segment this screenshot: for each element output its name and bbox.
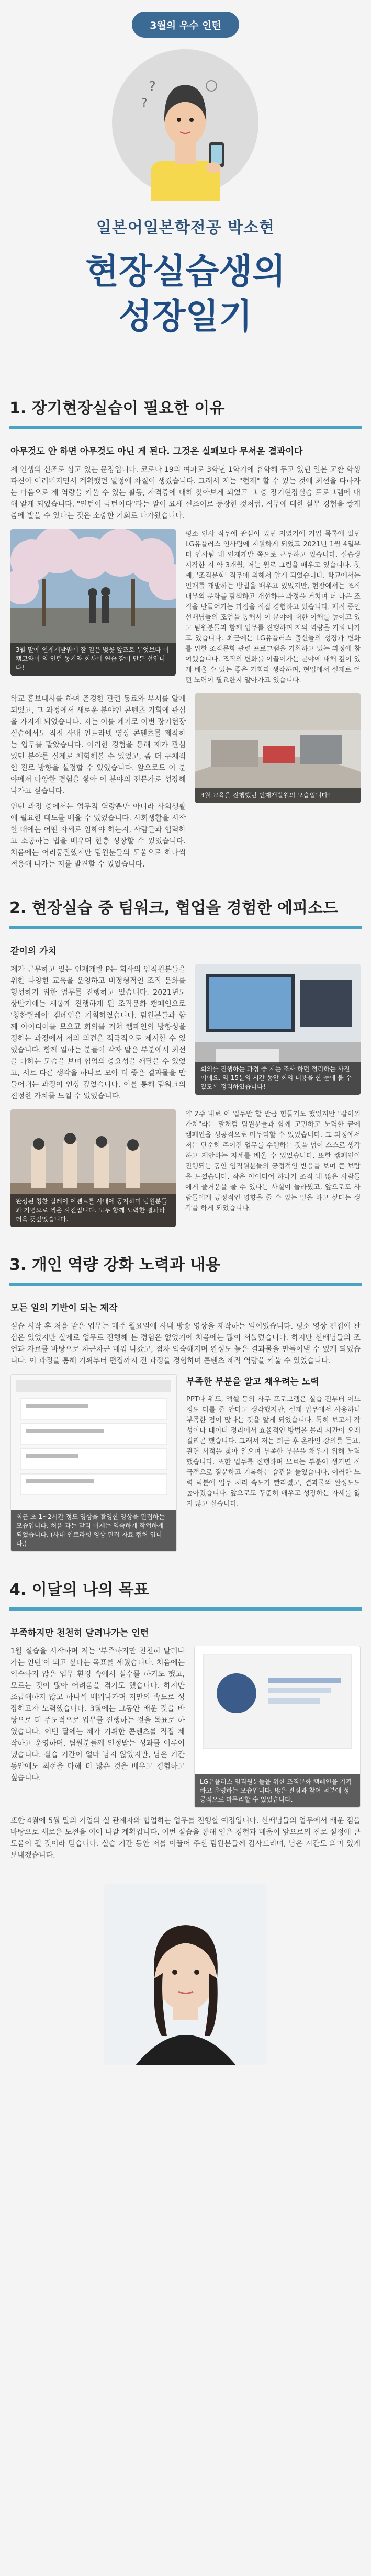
section4-subhead: 부족하지만 천천히 달려나가는 인턴	[10, 1628, 149, 1638]
section1-lead: 아무것도 안 하면 아무것도 아닌 게 된다. 그것은 실패보다 무서운 결과이다	[10, 446, 303, 457]
section2-para1: 제가 근무하고 있는 인재개발 P는 회사의 임직원분들을 위한 다양한 교육을 운영하고 비정형적인 조직 문화를 형성하기 위한 업무를 진행하고 있습니다. 2021년도 상반기에는 새롭게 진행하게 된 조직문화 캠페인으로 '칭찬릴레이' 캠페인을 기획하였습니다. 팀원분들과 함께 아이디어를 모으고 회의를 거쳐 캠페인의 방향성을 정하는 과정에서 저의 의견을 적극적으로 제시할 수 있었습니다. 함께 일하는 분들이 각자 맡은 부분에서 최선을 다하는 모습을 보며 협업의 중요성을 깨달을 수 있었고, 서로 다른 생각을 하나로 모아 더 좋은 결과물을 만들어내는 과정이 인상 깊었습니다. 이를 통해 팀워크의 진정한 가치를 느낄 수 있었습니다.	[10, 965, 186, 1100]
section4-content	[0, 1611, 371, 1866]
section2-content	[0, 929, 371, 1232]
svg-text:?: ?	[141, 97, 148, 110]
section3-header	[0, 1244, 371, 1283]
section3-subhead1: 모든 일의 기반이 되는 제작	[10, 1303, 118, 1313]
section4-title: 4. 이달의 나의 목표	[9, 1581, 149, 1599]
hero	[0, 0, 371, 387]
intern-illustration	[107, 44, 264, 201]
section2-header	[0, 887, 371, 926]
training-center-caption: 3월 교육을 진행했던 인재개발원의 모습입니다!	[195, 788, 361, 803]
office-desk-caption: 회의를 진행하는 과정 중 저는 조사 하던 정리하는 사진이에요. 약 15분의 시간 동안 회의 내용을 한 눈에 볼 수 있도록 정리하였습니다!	[195, 1062, 361, 1095]
profile-photo	[104, 1884, 267, 2065]
section3-title: 3. 개인 역량 강화 노력과 내용	[9, 1256, 221, 1274]
section1-header	[0, 387, 371, 426]
section3-para1: 실습 시작 후 처음 맡은 업무는 매주 월요일에 사내 방송 영상을 제작하는 일이었습니다. 평소 영상 편집에 관심은 있었지만 실제로 업무로 진행해 본 경험은 없었기에 처음에는 많이 서툴렀습니다. 하지만 선배님들의 조언과 자료를 바탕으로 차근차근 배워 나갔고, 점차 익숙해지며 완성도 높은 결과물을 만들어낼 수 있게 되었습니다. 이 과정을 통해 기획부터 편집까지 전 과정을 경험하며 콘텐츠 제작 역량을 키울 수 있었습니다.	[10, 1322, 361, 1365]
training-center-photo	[195, 693, 361, 803]
cherry-blossom-photo	[10, 529, 176, 676]
section1-para3: 학교 홍보대사를 하며 존경한 관련 동료와 부서를 알게 되었고, 그 과정에서 새로운 분야인 콘텐츠 기획에 관심을 가지게 되었습니다. 저는 이를 계기로 이번 장기현장실습에서도 직접 사내 인트라넷 영상 콘텐츠를 제작하는 업무를 맡았습니다. 이러한 경험을 통해 제가 관심 있던 분야를 실제로 체험해볼 수 있었고, 좀 더 구체적인 진로 방향을 설정할 수 있었습니다. 앞으로도 이 분야에서 다양한 경험을 쌓아 이 분야의 전문가로 성장해 나가고 싶습니다.	[10, 695, 186, 795]
editing-screenshot	[10, 1374, 177, 1552]
section3-subhead2: 부족한 부분을 알고 채우려는 노력	[186, 1377, 319, 1387]
editing-caption: 최근 초 1~2시간 정도 영상을 촬영한 영상을 편집하는 모습입니다. 처음 과는 달리 이제는 익숙하게 작업하게 되었습니다. (사내 인트라넷 영상 편집 자료 캡처 입니다.)	[11, 1510, 176, 1551]
section1-para1: 제 인생의 신조로 삼고 있는 문장입니다. 코로나 19의 여파로 3학년 1학기에 휴학해 두고 있던 일본 교환 학생 파견이 어려워지면서 계획했던 일정에 차질이 생겼습니다. 그래서 저는 "현재" 할 수 있는 것에 최선을 다하자는 마음으로 제 역량을 키울 수 있는 활동, 자격증에 대해 찾아보게 되었고 그 중 장기현장실습 프로그램에 대해 알게 되었습니다. "인턴이 금턴이다"라는 말이 요새 신조어로 등장한 것처럼, 직무에 대한 실무 경험을 쌓게 줌에 발을 수 있다는 것은 소중한 기회로 다가왔습니다.	[10, 466, 361, 520]
profile-section	[0, 1866, 371, 2086]
campaign-caption: LG유플러스 임직원분들을 위한 조직문화 캠페인을 기획하고 운영하는 모습입니다. 많은 관심과 참여 덕분에 성공적으로 마무리할 수 있었습니다.	[195, 1774, 360, 1807]
section4-para1: 1월 실습을 시작하며 저는 '부족하지만 천천히 달려나가는 인턴'이 되고 싶다는 목표를 세웠습니다. 처음에는 익숙하지 않은 업무 환경 속에서 실수를 하기도 했고, 모르는 것이 많아 어려움을 겪기도 했습니다. 하지만 조급해하지 않고 하나씩 배워나가며 저만의 속도로 성장하고자 노력했습니다. 3월에는 그동안 배운 것을 바탕으로 더 주도적으로 업무를 진행하는 것을 목표로 하였습니다. 이번 달에는 제가 기획한 콘텐츠를 직접 제작하고 운영하며, 팀원분들께 인정받는 성과를 이루어냈습니다. 실습 기간이 얼마 남지 않았지만, 남은 기간 동안에도 최선을 다해 더 많은 것을 배우고 경험하고 싶습니다.	[10, 1647, 185, 1782]
section1-para4: 인턴 과정 중에서는 업무적 역량뿐만 아니라 사회생활에 필요한 태도를 배울 수 있었습니다. 사회생활을 시작할 때에는 어떤 자세로 임해야 하는지, 사람들과 협력하고 소통하는 법을 배우며 한층 성장할 수 있었습니다. 처음에는 어리둥절했지만 팀원분들의 도움으로 하나씩 적응해 나가는 저를 발견할 수 있었습니다.	[10, 803, 186, 869]
campaign-photo	[194, 1646, 361, 1808]
section2-subhead: 같이의 가치	[10, 946, 57, 957]
section1-title: 1. 장기현장실습이 필요한 이유	[9, 399, 225, 418]
section3-para2: PPT나 워드, 엑셀 등의 사무 프로그램은 실습 전부터 어느 정도 다룰 줄 안다고 생각했지만, 실제 업무에서 사용하니 부족한 점이 많다는 것을 알게 되었습니다. 특히 보고서 작성이나 데이터 정리에서 효율적인 방법을 몰라 시간이 오래 걸리곤 했습니다. 그래서 저는 퇴근 후 온라인 강의를 듣고, 관련 서적을 찾아 읽으며 부족한 부분을 채우기 위해 노력했습니다. 또한 업무를 진행하며 모르는 부분이 생기면 적극적으로 질문하고 기록하는 습관을 들였습니다. 이러한 노력 덕분에 업무 처리 속도가 빨라졌고, 결과물의 완성도도 높아졌습니다. 앞으로도 꾸준히 배우고 성장하는 자세를 잃지 않고 싶습니다.	[186, 1396, 361, 1508]
section3-content	[0, 1286, 371, 1557]
hero-subtitle: 일본어일본학전공 박소현	[96, 219, 275, 237]
hero-title-line1: 현장실습생의	[85, 251, 286, 291]
section4-header	[0, 1569, 371, 1607]
profile-image	[104, 1884, 267, 2065]
section2-para2: 약 2주 내로 이 업무만 할 만큼 힘들기도 했었지만 "같이의 가치"라는 말처럼 팀원분들과 함께 고민하고 노력한 끝에 캠페인을 성공적으로 마무리할 수 있었습니다. 그 과정에서 저는 단순히 주어진 업무를 수행하는 것을 넘어 스스로 생각하고 제안하는 자세를 배울 수 있었습니다. 또한 캠페인이 진행되는 동안 임직원분들의 긍정적인 반응을 보며 큰 보람을 느꼈습니다. 작은 아이디어 하나가 조직 내 많은 사람들에게 즐거움을 줄 수 있다는 사실이 놀라웠고, 앞으로도 사람들에게 긍정적인 영향을 줄 수 있는 일을 하고 싶다는 생각을 하게 되었습니다.	[185, 1110, 361, 1212]
svg-text:?: ?	[149, 79, 156, 95]
section4-para2: 또한 4월에 5월 말의 기업의 실 관계자와 협업하는 업무를 진행할 예정입니다. 선배님들의 업무에서 배운 점을 바탕으로 새로운 도전을 이어 나갈 계획입니다. 이번 실습을 통해 얻은 경험과 배움이 앞으로의 진로 설정에 큰 도움이 될 것이라 믿습니다. 실습 기간 동안 저를 이끌어 주신 팀원분들께 감사드리며, 남은 시간도 의미 있게 보내겠습니다.	[10, 1817, 361, 1860]
intern-badge: 3월의 우수 인턴	[132, 12, 239, 38]
training-center-image	[195, 693, 361, 803]
hero-title	[0, 249, 371, 339]
cherry-blossom-caption: 3월 말에 인재개발원에 잘 일은 벚꽃 앞조로 무엇보다 이 캠코와이 의 인턴 동기와 회사에 연습 잘이 만든 선입니다!	[10, 643, 176, 676]
section2-title: 2. 현장실습 중 팀워크, 협업을 경험한 에피소드	[9, 899, 338, 917]
section1-content	[0, 429, 371, 875]
office-desk-photo	[195, 964, 361, 1095]
team-caption: 완성된 칭찬 릴레이 이벤트를 사내에 공지하며 팀원분들과 기념으로 찍은 사진입니다. 모두 함께 노력한 결과라 더욱 뜻깊었습니다.	[10, 1194, 176, 1227]
team-photo	[10, 1109, 176, 1227]
section1-para2: 평소 인사 직무에 관심이 있던 저였기에 기업 목록에 있던 LG유플러스 인사팀에 지원하게 되었고 2021년 1월 4일부터 인사팀 내 인재개발 쪽으로 근무하고 있습니다. 실습생 시작한 지 약 3개월, 저는 월로 그림을 배우고 있습니다. 첫째, '조직문화' 직무에 의해서 알게 되었습니다. 학교에서는 인재를 개발하는 방법을 배우고 있었지만, 현장에서는 조직 내부의 문화를 탐색하고 개선하는 과정을 거치며 더 나은 조직을 만들어가는 과정을 직접 경험하고 있습니다. 재직 중인 선배님들의 조언을 통해서 이 분야에 대한 이해를 높이고 있고 팀원분들과 함께 업무를 진행하며 저의 역량을 키워 나가고 있습니다. 최근에는 LG유플러스 출신들의 성장과 변화를 위한 조직문화 관련 프로그램을 기획하고 있는 과정에 참여했습니다. 조직의 변화를 이끌어가는 분야에 대해 깊이 있게 배울 수 있는 좋은 기회라 생각하며, 현업에서 실제로 어떤 노력이 필요한지 알아가고 있습니다.	[185, 530, 361, 684]
hero-title-line2: 성장일기	[118, 296, 253, 336]
